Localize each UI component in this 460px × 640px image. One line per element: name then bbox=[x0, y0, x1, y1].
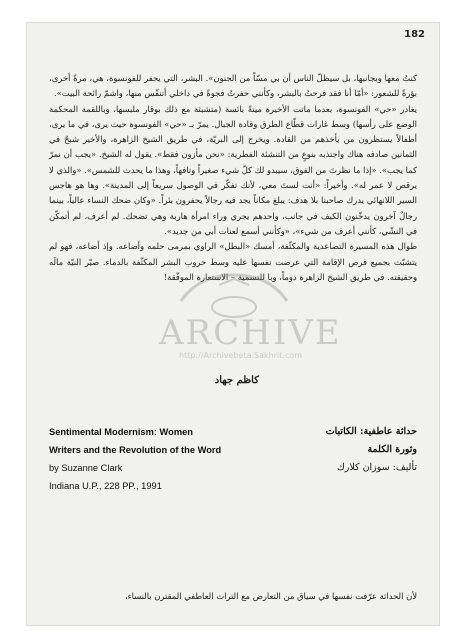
book-title-line2-en: Writers and the Revolution of the Word bbox=[49, 445, 222, 455]
book-title-line1-en: Sentimental Modernism: Women bbox=[49, 427, 193, 437]
paragraph: طوال هذه المسيرة التصاعدية والمكثّفة، أمسك «البطل» الراوي بمرمى حلمه وأضاعه. وإذ أضاعه، فهو لم يتشبّث بجميع فرص الإقامة التي عرضت نفسها عليه وسط حروب البشر المكثّفة بالدماء. صبّر النيّة مالَه وحقيقته. في طريق الشيخ الزاهرة دوماً، وبا للتسمية – الاستعارة الموفّقة! bbox=[49, 241, 417, 282]
page-number: 182 bbox=[404, 29, 425, 40]
book-details-arabic bbox=[277, 423, 417, 477]
book-title-line2-ar: وثورة الكلمة bbox=[367, 444, 417, 455]
book-publisher-en: Indiana U.P., 228 PP., 1991 bbox=[49, 481, 162, 491]
watermark-text: ARCHIVE bbox=[159, 313, 342, 353]
book-author-ar: تأليف: سوزان كلارك bbox=[336, 462, 417, 473]
book-title-line1-ar: حداثة عاطفية: الكاتبات bbox=[325, 426, 417, 437]
article-author: كاظم جهاد bbox=[214, 375, 259, 386]
next-article-text: لأن الحداثة عرّفت نفسها في سياق من التعارض مع التراث العاطفي المقترن بالنساء، bbox=[124, 591, 417, 601]
document-page bbox=[26, 22, 440, 626]
paragraph: يغادر «حي» الفونسوة، بعدما ماتت الأخيرة ميتةً بائسة (متشبثة مع ذلك بوقار ملبسها، وباللقمة المحكمة الوضع على رأسها) وسط غارات قطّاع الطرق وقادة الجبال. يمرّ بـ «حي» الفونسوة حيث يرى، في ما يرى، أطفالاً يستظرون من يأخذهم من القادة. ويخرج إلى البريّة، في طريق الشيخ الزاهرة، والأخير شبحٌ في الثمانين صادفه هناك واجتذبه بنوعٍ من التنشئة الفطرية: «نحن مأزون فقط». يقول له الشيخ. «يجب أن نمرّ كما يجب». «إذا ما نظرتَ من الفوق، سيبدو لك كلّ شيء صغيراً وتافهاً، وهذا ما يحدث للشمس». «والذي لا يرقص لا عمر له». وأخيراً: «أنت لستَ معي، لأنك تفكّر في الوصول سريعاً إلى المدينة». وها هو هاجس السير اللانهائي يدرك صاحبنا بلا هدف: يبلغ مكاناً يجد فيه رجالاً يحفرون بئراً. «وكان ضحك النساء عالياً، بينما رجالٌ آخرون يدخّنون الكيف في جانب، واحدهم يجري وراء امرأة هاربة وهي تضحك. لم أعرف، لم أتمكّن في النشّي، كأنني أعرف من شيء»، «وكأنني أسمع لعنات أبي من جديد». bbox=[49, 103, 417, 236]
book-details-english bbox=[49, 423, 269, 495]
archive-watermark bbox=[119, 271, 349, 367]
paragraph: كنتُ معها وبجانبها، بل سيظلّ الناس أن بي مسّاً من الجنون». البشر، التي يحفر للفونسوة، هي، مرةً أخرى، بؤرةً للشعور: «أمّا أنا فقد فرحتُ بالبشر، وكأنني حفرتُ فجوةً في داخلي أتنفّس منها، واشمّ رائحة البيت». bbox=[49, 73, 417, 99]
book-author-en: by Suzanne Clark bbox=[49, 463, 123, 473]
article-body bbox=[49, 71, 417, 285]
watermark-url: http://Archivebeta.Sakhrit.com bbox=[179, 351, 302, 360]
